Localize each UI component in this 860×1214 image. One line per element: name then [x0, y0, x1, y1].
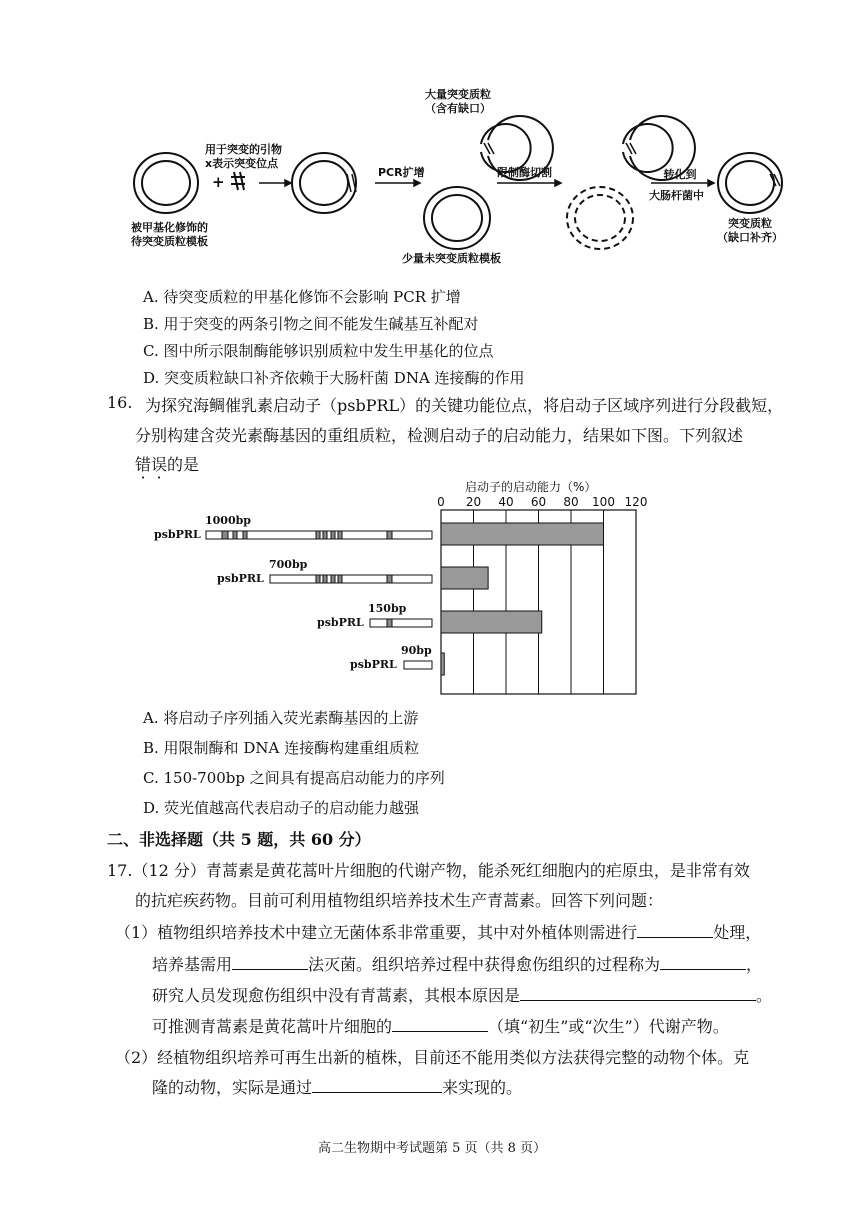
x-tick-label: 80 [563, 495, 579, 509]
q15-option-a: A. 待突变质粒的甲基化修饰不会影响 PCR 扩增 [143, 288, 461, 306]
text-segment: 法灭菌。组织培养过程中获得愈伤组织的过程称为 [308, 955, 661, 974]
text-segment: 。 [756, 986, 773, 1005]
q17-head-line-1: 17.（12 分）青蒿素是黄花蒿叶片细胞的代谢产物，能杀死红细胞内的疟原虫，是非常有效 [107, 861, 750, 880]
enzyme-label: 限制酶切割 [497, 166, 552, 179]
x-tick-label: 20 [465, 495, 482, 509]
mutant-label-1: 突变质粒 [728, 217, 772, 230]
text-segment: 研究人员发现愈伤组织中没有青蒿素，其根本原因是 [152, 986, 521, 1005]
q16-number: 16. [107, 393, 133, 412]
template-plasmid [134, 153, 198, 213]
q16-stem-end: 的是 [167, 455, 200, 474]
q15-option-c: C. 图中所示限制酶能够识别质粒中发生甲基化的位点 [143, 342, 494, 360]
answer-blank-6[interactable] [312, 1076, 442, 1093]
promoter-schematics [206, 531, 432, 669]
emphasis-char-2: 误 [151, 455, 168, 474]
q16-option-d: D. 荧光值越高代表启动子的启动能力越强 [143, 799, 420, 817]
transform-label-1: 转化到 [663, 168, 697, 181]
bar-1000bp [441, 523, 604, 545]
chart-title: 启动子的启动能力（%） [465, 480, 597, 494]
answer-blank-1[interactable] [637, 921, 713, 938]
x-tick-label: 120 [624, 495, 648, 509]
row-label-3: psbPRL [317, 616, 364, 629]
text-segment: （填“初生”或“次生”）代谢产物。 [488, 1017, 729, 1036]
mutagenesis-diagram [0, 0, 860, 270]
promoter-activity-chart [0, 470, 860, 700]
x-tick-label: 0 [437, 495, 445, 509]
primer-marks [231, 172, 245, 190]
q17-part2-line-1: （2）经植物组织培养可再生出新的植株，目前还不能用类似方法获得完整的动物个体。克 [115, 1048, 750, 1067]
emphasis-char-1: 错 [135, 455, 152, 474]
bar-700bp [441, 567, 488, 589]
annealed-plasmid [292, 153, 356, 213]
q17-part1-line-4 [152, 1014, 729, 1037]
text-segment: ， [746, 955, 763, 974]
row-label-2: psbPRL [217, 572, 264, 585]
text-segment: 培养基需用 [152, 955, 233, 974]
row-label-1: psbPRL [154, 528, 201, 541]
q16-option-b: B. 用限制酶和 DNA 连接酶构建重组质粒 [143, 739, 420, 757]
x-tick-label: 60 [530, 495, 547, 509]
q17-part2-line-2 [152, 1075, 522, 1098]
q17-head-line-2: 的抗疟疾药物。目前可利用植物组织培养技术生产青蒿素。回答下列问题： [135, 891, 664, 910]
page-footer: 高二生物期中考试题第 5 页（共 8 页） [318, 1141, 547, 1156]
text-segment: （1）植物组织培养技术中建立无菌体系非常重要，其中对外植体则需进行 [115, 923, 638, 942]
text-segment: 处理， [713, 923, 762, 942]
q17-part1-line-3 [152, 983, 772, 1006]
few-template-label: 少量未突变质粒模板 [402, 252, 501, 265]
many-mutant-label-2: （含有缺口） [425, 102, 491, 115]
answer-blank-4[interactable] [520, 984, 756, 1001]
x-tick-label: 40 [498, 495, 514, 509]
chart-plot [0, 470, 860, 700]
plus-sign: + [212, 173, 225, 191]
template-label-2: 待突变质粒模板 [131, 235, 208, 248]
q15-option-b: B. 用于突变的两条引物之间不能发生碱基互补配对 [143, 315, 479, 333]
row-label-4: psbPRL [350, 658, 397, 671]
bar-150bp [441, 611, 542, 633]
category-label-700bp: 700bp [269, 558, 308, 571]
category-label-150bp: 150bp [368, 602, 407, 615]
answer-blank-5[interactable] [392, 1015, 488, 1032]
q17-part1-line-2 [152, 952, 762, 975]
q16-option-c: C. 150-700bp 之间具有提高启动能力的序列 [143, 769, 445, 787]
transform-label-2: 大肠杆菌中 [649, 189, 704, 202]
answer-blank-2[interactable] [232, 953, 308, 970]
q15-option-d: D. 突变质粒缺口补齐依赖于大肠杆菌 DNA 连接酶的作用 [143, 369, 525, 387]
many-mutant-label-1: 大量突变质粒 [425, 88, 491, 101]
pcr-label: PCR扩增 [378, 166, 425, 179]
bar-90bp [441, 653, 444, 675]
digested-template [567, 187, 633, 249]
category-label-90bp: 90bp [401, 644, 432, 657]
text-segment: 来实现的。 [442, 1078, 523, 1097]
text-segment: 可推测青蒿素是黄花蒿叶片细胞的 [152, 1017, 393, 1036]
pcr-arrow [375, 180, 420, 186]
section-heading: 二、非选择题（共 5 题，共 60 分） [107, 830, 371, 849]
arrow-1 [259, 180, 291, 186]
restriction-arrow [497, 180, 561, 186]
q17-part1-line-1 [115, 920, 761, 943]
unmutated-template [424, 187, 490, 249]
repaired-mutant-plasmid [718, 153, 782, 213]
q16-option-a: A. 将启动子序列插入荧光素酶基因的上游 [143, 709, 419, 727]
template-label-1: 被甲基化修饰的 [131, 221, 208, 234]
q16-stem-line-1: 为探究海鲷催乳素启动子（psbPRL）的关键功能位点，将启动子区域序列进行分段截短， [145, 396, 784, 415]
category-label-1000bp: 1000bp [205, 514, 251, 527]
mutant-label-2: （缺口补齐） [717, 231, 783, 244]
q16-stem-line-2: 分别构建含荧光素酶基因的重组质粒，检测启动子的启动能力，结果如下图。下列叙述 [135, 426, 744, 445]
primer-label-1: 用于突变的引物 [205, 143, 282, 156]
answer-blank-3[interactable] [660, 953, 746, 970]
text-segment: 隆的动物，实际是通过 [152, 1078, 313, 1097]
x-tick-label: 100 [592, 495, 615, 509]
primer-label-2: x表示突变位点 [205, 157, 279, 170]
